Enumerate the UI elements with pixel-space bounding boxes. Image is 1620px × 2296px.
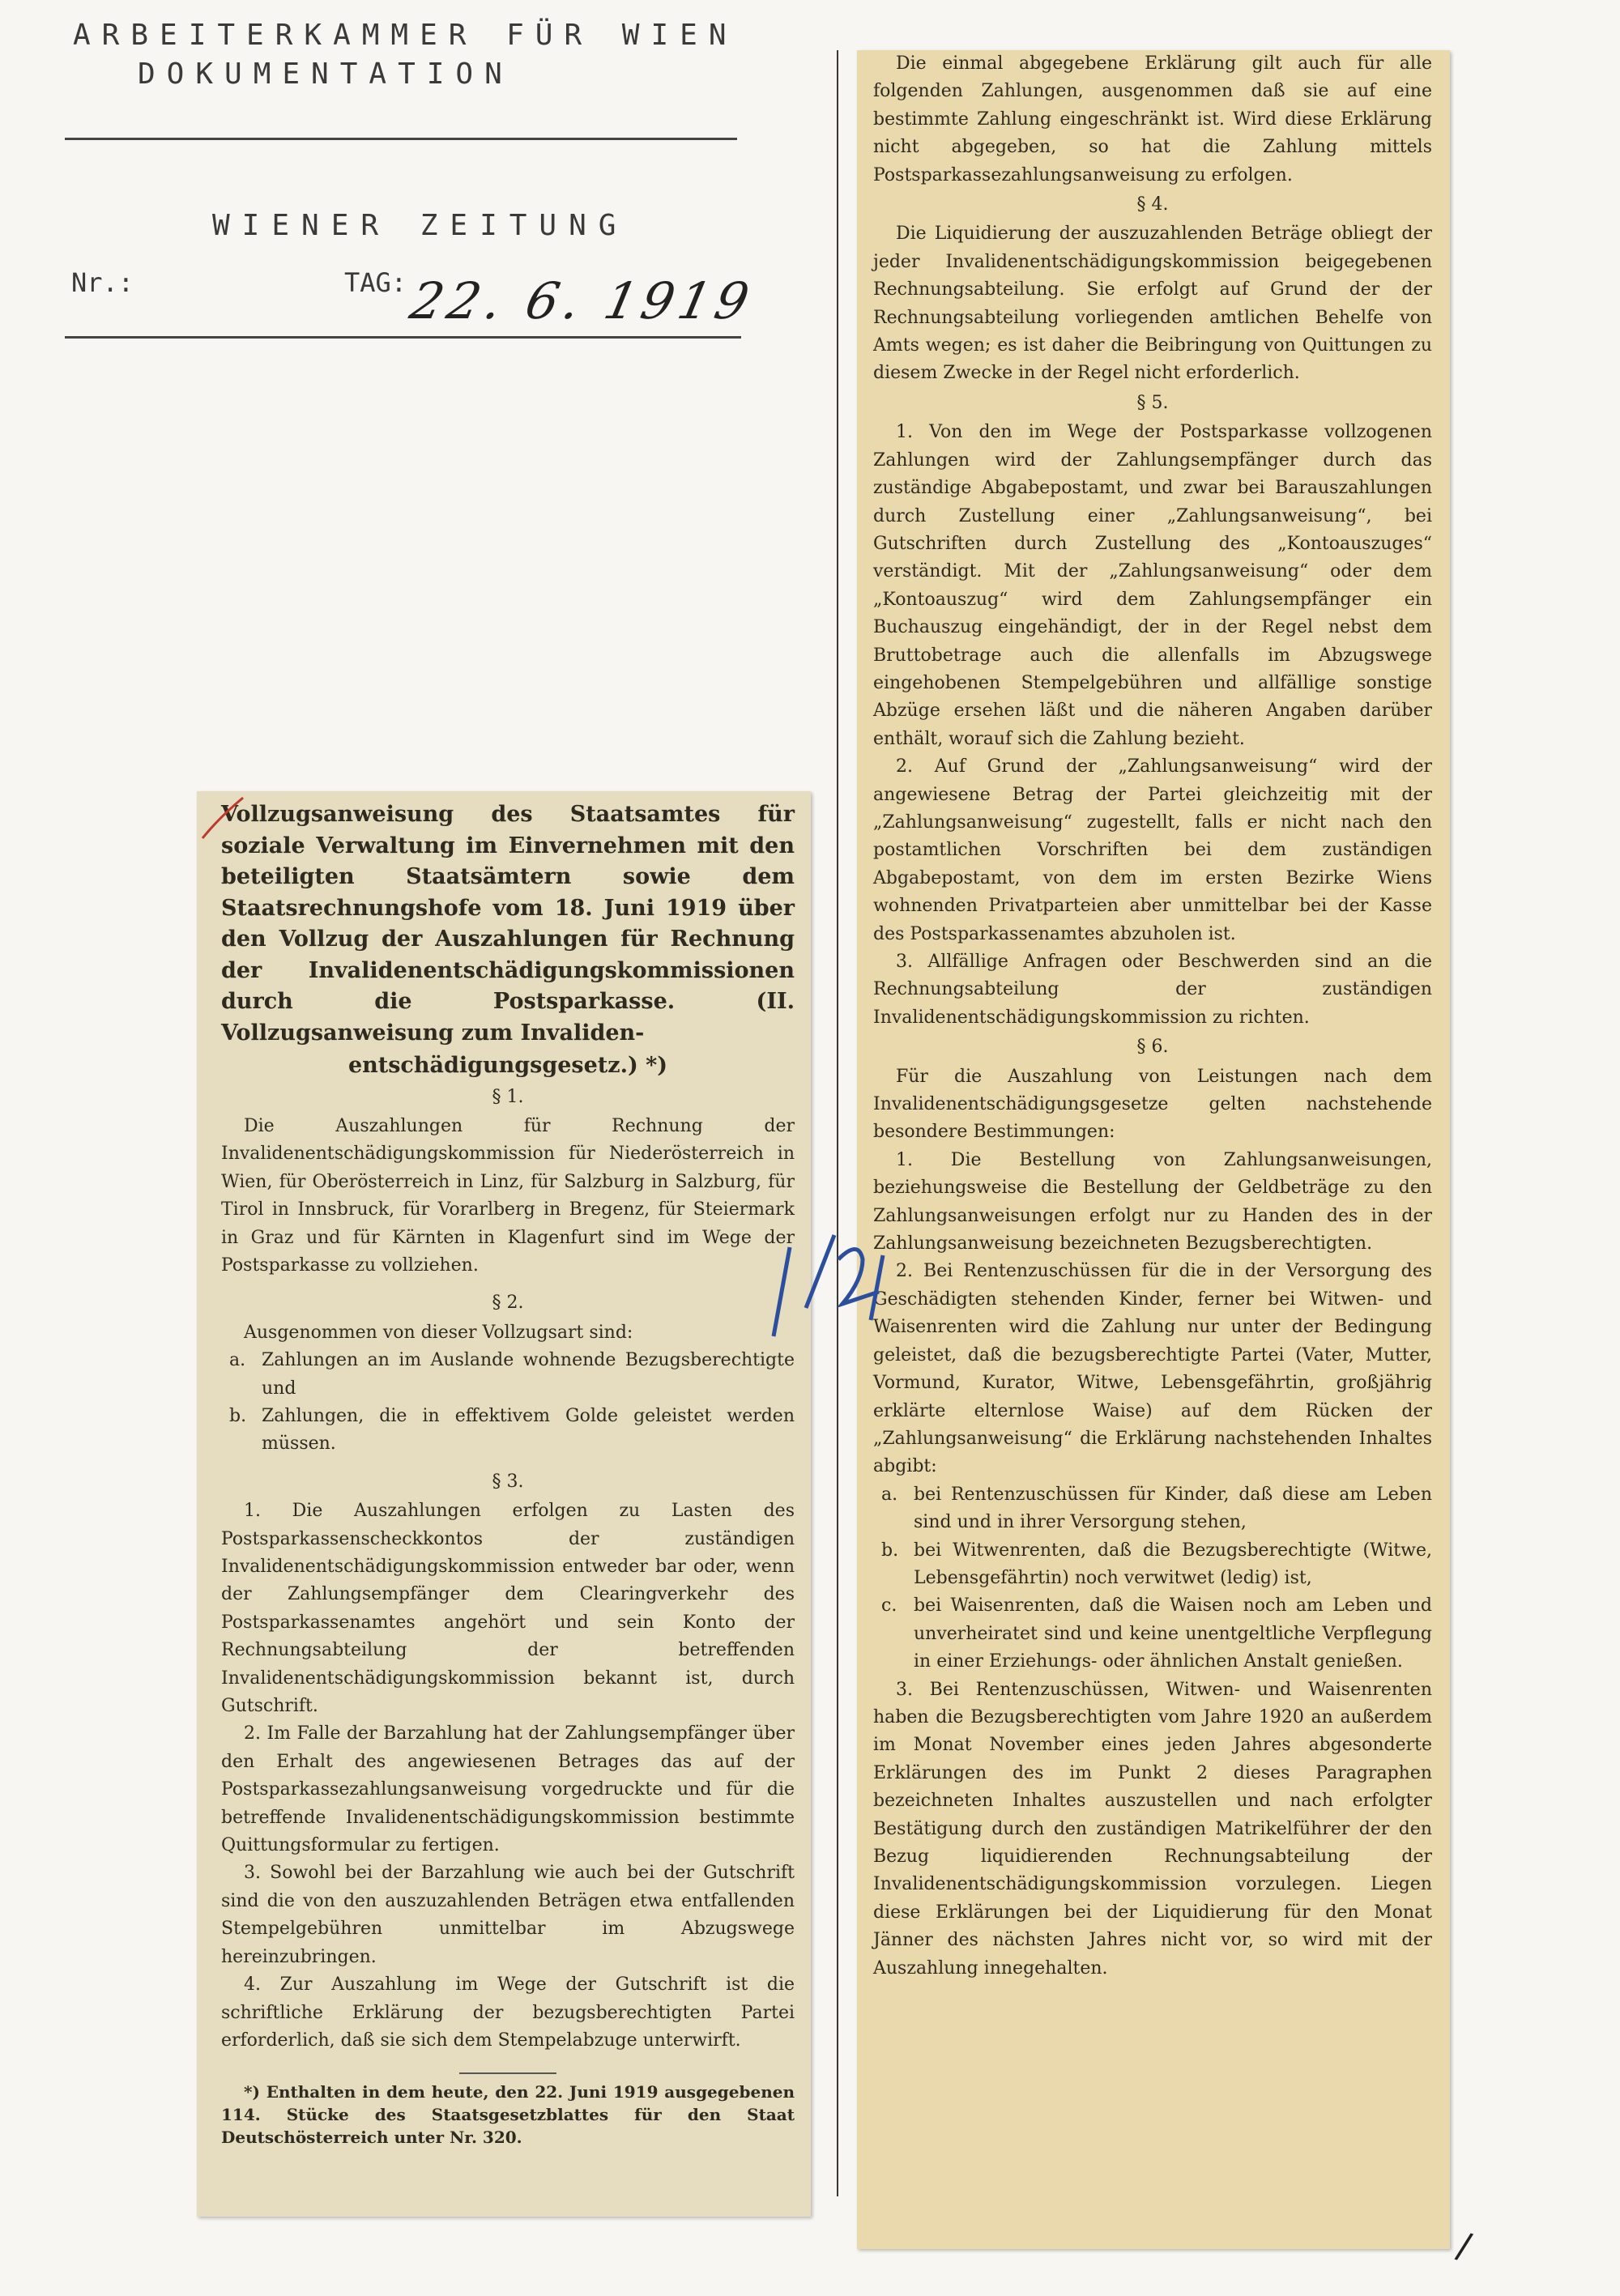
list-item-text: bei Witwenrenten, daß die Bezugsberechtigte (Witwe, Lebensgefährtin) noch verwitwet (ledig) ist, xyxy=(914,1540,1432,1588)
list-item-text: Zahlungen, die in effektivem Golde geleistet werden müssen. xyxy=(262,1405,795,1455)
footnote-rule xyxy=(459,2072,556,2074)
tag-label: TAG: xyxy=(344,267,407,298)
section-6-paragraph-3: 3. Bei Rentenzuschüssen, Witwen- und Waisenrenten haben die Bezugsberechtigten vom Jahre 1920 an außerdem im Monat November eines jeden Jahres abgesonderte Erklärungen des im Punkt 2 dieses Paragraphen bezeichneten Inhaltes auszustellen und nach erfolgter Bestätigung durch den zuständigen Matrikelführer der den Bezug liquidierenden Rechnungsabteilung der Invalidenentschädigungskommission vorzulegen. Liegen diese Erklärungen bei der Liquidierung für den Monat Jänner des nächsten Jahres nicht vor, so wird mit der Auszahlung innegehalten. xyxy=(873,1679,1432,1979)
list-item xyxy=(221,1347,795,1403)
stamp-org-line1: ARBEITERKAMMER FÜR WIEN xyxy=(73,19,738,52)
newspaper-name: WIENER ZEITUNG xyxy=(212,209,629,242)
stamp-org-line2: DOKUMENTATION xyxy=(138,58,514,91)
section-6-heading: § 6. xyxy=(1136,1037,1169,1058)
article-title: Vollzugsanweisung des Staatsamtes für soziale Verwaltung im Einvernehmen mit den beteiligten Staatsämtern sowie dem Staatsrechnungshofe vom 18. Juni 1919 über den Vollzug der Auszahlungen für Rechnung der Invalidenentschädigungskommissionen durch die Postsparkasse. (II. Vollzugsanweisung zum Invaliden- xyxy=(221,802,795,1046)
section-1-text: Die Auszahlungen für Rechnung der Invalidenentschädigungskommission für Niederösterreich in Wien, für Oberösterreich in Linz, für Salzburg in Salzburg, für Tirol in Innsbruck, für Vorarlberg in Bregenz, für Steiermark in Graz und für Kärnten in Klagenfurt sind im Wege der Postsparkasse zu vollziehen. xyxy=(221,1115,795,1276)
footnote: *) Enthalten in dem heute, den 22. Juni 1919 ausgegebenen 114. Stücke des Staatsgesetzblattes für den Staat Deutschösterreich unter Nr. 320. xyxy=(221,2082,795,2148)
section-3-paragraph-2: 2. Im Falle der Barzahlung hat der Zahlungsempfänger über den Erhalt des angewiesenen Betrages das auf der Postsparkassezahlungsanweisung vorgedruckte und für die betreffende Invalidenentschädigungskommission bestimmte Quittungsformular zu fertigen. xyxy=(221,1723,795,1856)
section-3-paragraph-1: 1. Die Auszahlungen erfolgen zu Lasten des Postsparkassenscheckkontos der zuständigen Invalidenentschädigungskommission entweder bar oder, wenn der Zahlungsempfänger dem Clearingverkehr des Postsparkassenamtes angehört und sein Konto der Rechnungsabteilung der betreffenden Invalidenentschädigungskommission bekannt ist, durch Gutschrift. xyxy=(221,1501,795,1717)
list-item-text: Zahlungen an im Auslande wohnende Bezugsberechtigte und xyxy=(262,1350,795,1399)
section-1-heading: § 1. xyxy=(492,1086,524,1107)
section-5-heading: § 5. xyxy=(1136,392,1169,413)
list-item-text: bei Rentenzuschüssen für Kinder, daß diese am Leben sind und in ihrer Versorgung stehen, xyxy=(914,1484,1432,1533)
section-2-intro: Ausgenommen von dieser Vollzugsart sind: xyxy=(244,1322,633,1343)
list-item xyxy=(873,1537,1432,1593)
list-item xyxy=(873,1481,1432,1537)
article-title-last-line: entschädigungsgesetz.) *) xyxy=(347,1053,668,1078)
section-6-intro: Für die Auszahlung von Leistungen nach dem Invalidenentschädigungsgesetze gelten nachstehende besondere Bestimmungen: xyxy=(873,1066,1432,1143)
list-item-label: a. xyxy=(881,1484,898,1505)
header-rule-top xyxy=(65,138,737,140)
red-pencil-mark xyxy=(198,790,247,846)
section-4-text: Die Liquidierung der auszuzahlenden Beträge obliegt der jeder Invalidenentschädigungskommission beigegebenen Rechnungsabteilung. Sie erfolgt auf Grund der der Rechnungsabteilung vorliegenden amtlichen Behelfe von Amts wegen; es ist daher die Beibringung von Quittungen zu diesem Zwecke in der Regel nicht erforderlich. xyxy=(873,224,1432,384)
section-5-paragraph-3: 3. Allfällige Anfragen oder Beschwerden sind an die Rechnungsabteilung der zuständigen Invalidenentschädigungskommission zu richten. xyxy=(873,952,1432,1028)
handwritten-date: 22. 6. 1919 xyxy=(405,271,759,330)
section-4-heading: § 4. xyxy=(1136,194,1169,215)
list-item-label: b. xyxy=(881,1540,899,1561)
newspaper-clipping-left xyxy=(197,791,811,2217)
section-6-paragraph-2: 2. Bei Rentenzuschüssen für die in der Versorgung des Geschädigten stehenden Kinder, ferner bei Witwen- und Waisenrenten wird die Zahlung nur unter der Bedingung geleistet, daß die bezugsberechtigte Partei (Vater, Mutter, Vormund, Kurator, Witwe, Lebensgefährtin, großjährig erklärte elternlose Waise) auf dem Rücken der „Zahlungsanweisung“ die Erklärung nachstehenden Inhaltes abgibt: xyxy=(873,1261,1432,1477)
list-item-label: a. xyxy=(229,1350,246,1371)
blue-pencil-scribble xyxy=(757,1231,903,1344)
list-item-label: b. xyxy=(229,1405,247,1426)
section-5-paragraph-2: 2. Auf Grund der „Zahlungsanweisung“ wird der angewiesene Betrag der Partei gleichzeitig mit der „Zahlungsanweisung“ zugestellt, falls er nicht nach den postamtlichen Vorschriften bei dem zuständigen Abgabepostamt, von dem im ersten Bezirke Wiens wohnenden Privatparteien aber unmittelbar bei der Kasse des Postsparkassenamtes abzuholen ist. xyxy=(873,756,1432,944)
section-3-paragraph-4: 4. Zur Auszahlung im Wege der Gutschrift ist die schriftliche Erklärung der bezugsberechtigten Partei erforderlich, daß sie sich dem Stempelabzuge unterwirft. xyxy=(221,1974,795,2051)
archive-stamp xyxy=(73,16,738,94)
section-3-heading: § 3. xyxy=(492,1471,524,1492)
newspaper-clipping-right xyxy=(857,50,1450,2249)
section-5-paragraph-1: 1. Von den im Wege der Postsparkasse vollzogenen Zahlungen wird der Zahlungsempfänger durch das zuständige Abgabepostamt, und zwar bei Barauszahlungen durch Zustellung einer „Zahlungsanweisung“, bei Gutschriften durch Zustellung des „Kontoauszuges“ verständigt. Mit der „Zahlungsanweisung“ oder dem „Kontoauszug“ wird dem Zahlungsempfänger ein Buchauszug eingehändigt, der in der Regel nebst dem Bruttobetrage auch die allenfalls im Abzugswege eingehobenen Stempelgebühren und allfällige sonstige Abzüge ersehen läßt und die näheren Angaben darüber enthält, worauf sich die Zahlung bezieht. xyxy=(873,422,1432,749)
list-item xyxy=(221,1403,795,1459)
list-item xyxy=(873,1592,1432,1676)
header-rule-bottom xyxy=(65,336,741,339)
corner-pencil-mark: / xyxy=(1452,2224,1476,2268)
list-item-text: bei Waisenrenten, daß die Waisen noch am Leben und unverheiratet sind und keine unentgeltliche Verpflegung in einer Erziehungs- oder ähnlichen Anstalt genießen. xyxy=(914,1595,1432,1672)
continued-paragraph: Die einmal abgegebene Erklärung gilt auch für alle folgenden Zahlungen, ausgenommen daß sie auf eine bestimmte Zahlung eingeschränkt ist. Wird diese Erklärung nicht abgegeben, so hat die Zahlung mittels Postsparkassezahlungsanweisung zu erfolgen. xyxy=(873,53,1432,185)
blue-pencil-annotation xyxy=(757,1231,903,1348)
nr-label: Nr.: xyxy=(71,267,134,298)
section-2-heading: § 2. xyxy=(492,1293,524,1314)
list-item-label: c. xyxy=(881,1595,897,1617)
column-divider xyxy=(837,50,838,2196)
section-6-paragraph-1: 1. Die Bestellung von Zahlungsanweisungen, beziehungsweise die Bestellung der Geldbeträge zu den Zahlungsanweisungen erfolgt nur zu Handen des in der Zahlungsanweisung bezeichneten Bezugsberechtigten. xyxy=(873,1149,1432,1254)
section-3-paragraph-3: 3. Sowohl bei der Barzahlung wie auch bei der Gutschrift sind die von den auszuzahlenden Beträgen etwa entfallenden Stempelgebühren unmittelbar im Abzugswege hereinzubringen. xyxy=(221,1863,795,1967)
